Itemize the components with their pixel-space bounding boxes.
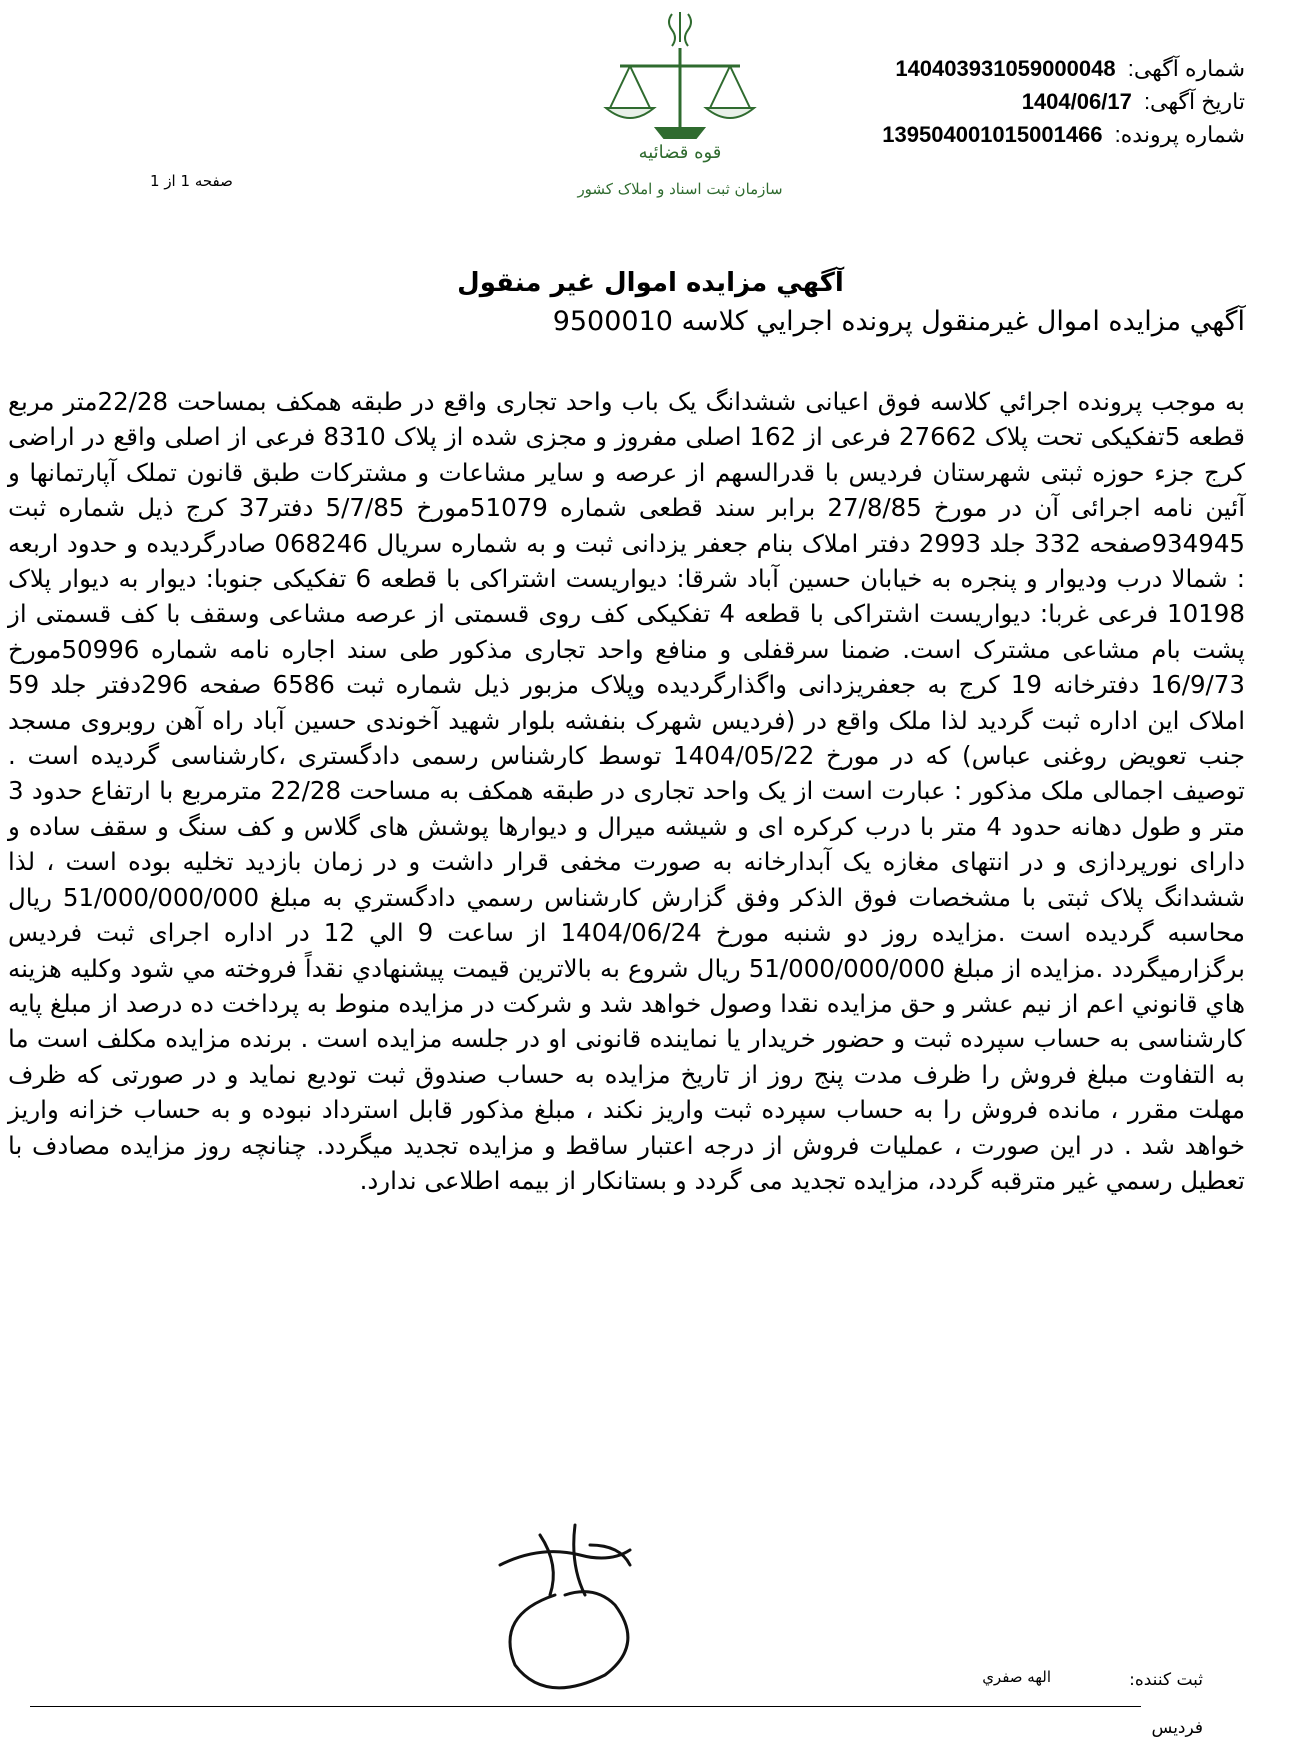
- ad-date: 1404/06/17: [1021, 89, 1132, 114]
- document-title: آگهي مزايده اموال غير منقول: [457, 268, 844, 298]
- judiciary-emblem-icon: [560, 8, 800, 218]
- handwritten-signature-icon: [460, 1505, 710, 1700]
- ad-number: 140403931059000048: [895, 56, 1116, 81]
- ad-number-row: [882, 52, 1245, 85]
- file-number-row: [882, 118, 1245, 151]
- file-number-label: شماره پرونده:: [1114, 122, 1245, 147]
- ad-number-label: شماره آگهی:: [1127, 56, 1245, 81]
- page-indicator: صفحه 1 از 1: [150, 172, 233, 190]
- ad-date-label: تاریخ آگهی:: [1143, 89, 1245, 114]
- ad-date-row: [882, 85, 1245, 118]
- file-number: 13950400101500146​6: [882, 122, 1103, 147]
- registrar-label: ثبت کننده:: [1129, 1670, 1203, 1690]
- office-name: فرديس: [1151, 1718, 1203, 1738]
- footer-divider: [30, 1706, 1141, 1707]
- document-subtitle: آگهي مزايده اموال غيرمنقول پرونده اجرايي كلاسه 9500010: [552, 306, 1245, 337]
- ad-metadata: [882, 52, 1245, 151]
- emblem-text-top: قوه قضائیه: [638, 142, 722, 163]
- registrar-name: الهه صفري: [982, 1668, 1051, 1686]
- emblem-text-bottom: سازمان ثبت اسناد و املاک کشور: [577, 180, 783, 198]
- document-body: به موجب پرونده اجرائي كلاسه فوق اعیانی ششدانگ یک باب واحد تجاری واقع در طبقه همکف بمساحت 22/28متر مربع قطعه 5تفکیکی تحت پلاک 27662 فرعی از 162 اصلی مفروز و مجزی شده از پلاک 8310 فرعی از اصلی واقع در اراضی کرج جزء حوزه ثبتی شهرستان فردیس با قدرالسهم از عرصه و سایر مشاعات و مشترکات طبق قانون تملک آپارتمانها و آئین نامه اجرائی آن در مورخ 27/8/85 برابر سند قطعی شماره 51079مورخ 5/7/85 دفتر37 کرج ذیل شماره ثبت 934945صفحه 332 جلد 2993 دفتر املاک بنام جعفر یزدانی ثبت و به شماره سریال 068246 صادرگردیده و حدود اربعه : شمالا درب ودیوار و پنجره به خیابان حسین آباد شرقا: دیواریست اشتراکی با قطعه 6 تفکیکی جنوبا: دیوار به دیوار پلاک 10198 فرعی غربا: دیواریست اشتراکی با قطعه 4 تفکیکی کف روی قسمتی از عرصه مشاعی وسقف با کف قسمتی از پشت بام مشاعی مشترک است. ضمنا سرقفلی و منافع واحد تجاری مذکور طی سند اجاره نامه شماره 50996مورخ 16/9/73 دفترخانه 19 کرج به جعفریزدانی واگذارگردیده وپلاک مزبور ذیل شماره ثبت 6586 صفحه 296دفتر جلد 59 املاک این اداره ثبت گردید لذا ملک واقع در (فردیس شهرک بنفشه بلوار شهید آخوندی حسین آباد راه آهن روبروی مسجد جنب تعویض روغنی عباس) که در مورخ 1404/05/22 توسط کارشناس رسمی دادگستری ،کارشناسی گردیده است . توصیف اجمالی ملک مذکور : عبارت است از یک واحد تجاری در طبقه همکف به مساحت 22/28 مترمربع با ارتفاع حدود 3 متر و طول دهانه حدود 4 متر با درب کرکره ای و شیشه میرال و دیوارها پوشش های گلاس و کف سنگ و سقف ساده و دارای نورپردازی و در انتهای مغازه یک آبدارخانه به صورت مخفی قرار داشت و در زمان بازدید تخلیه بوده است ، لذا ششدانگ پلاک ثبتی با مشخصات فوق الذکر وفق گزارش كارشناس رسمي دادگستري به مبلغ 51/000/000/000 ريال محاسبه گرديده است .مزايده روز دو شنبه مورخ 1404/06/24 از ساعت 9 الي 12 در اداره اجرای ثبت فردیس برگزارميگردد .مزايده از مبلغ 51/000/000/000 ريال شروع به بالاترين قيمت پيشنهادي نقداً فروخته مي شود وكليه هزينه هاي قانوني اعم از نيم عشر و حق مزايده نقدا وصول خواهد شد و شرکت در مزایده منوط به پرداخت ده درصد از مبلغ پایه کارشناسی به حساب سپرده ثبت و حضور خریدار یا نماینده قانونی او در جلسه مزایده است . برنده مزایده مکلف است ما به التفاوت مبلغ فروش را ظرف مدت پنج روز از تاریخ مزایده به حساب صندوق ثبت تودیع نماید و در صورتی که ظرف مهلت مقرر ، مانده فروش را به حساب سپرده ثبت واریز نکند ، مبلغ مذکور قابل استرداد نبوده و به حساب خزانه واریز خواهد شد . در این صورت ، عملیات فروش از درجه اعتبار ساقط و مزایده تجدید میگردد. چنانچه روز مزايده مصادف با تعطيل رسمي غير مترقبه گردد، مزايده تجديد مى گردد و بستانكار از بيمه اطلاعى ندارد.: [8, 387, 1246, 1195]
